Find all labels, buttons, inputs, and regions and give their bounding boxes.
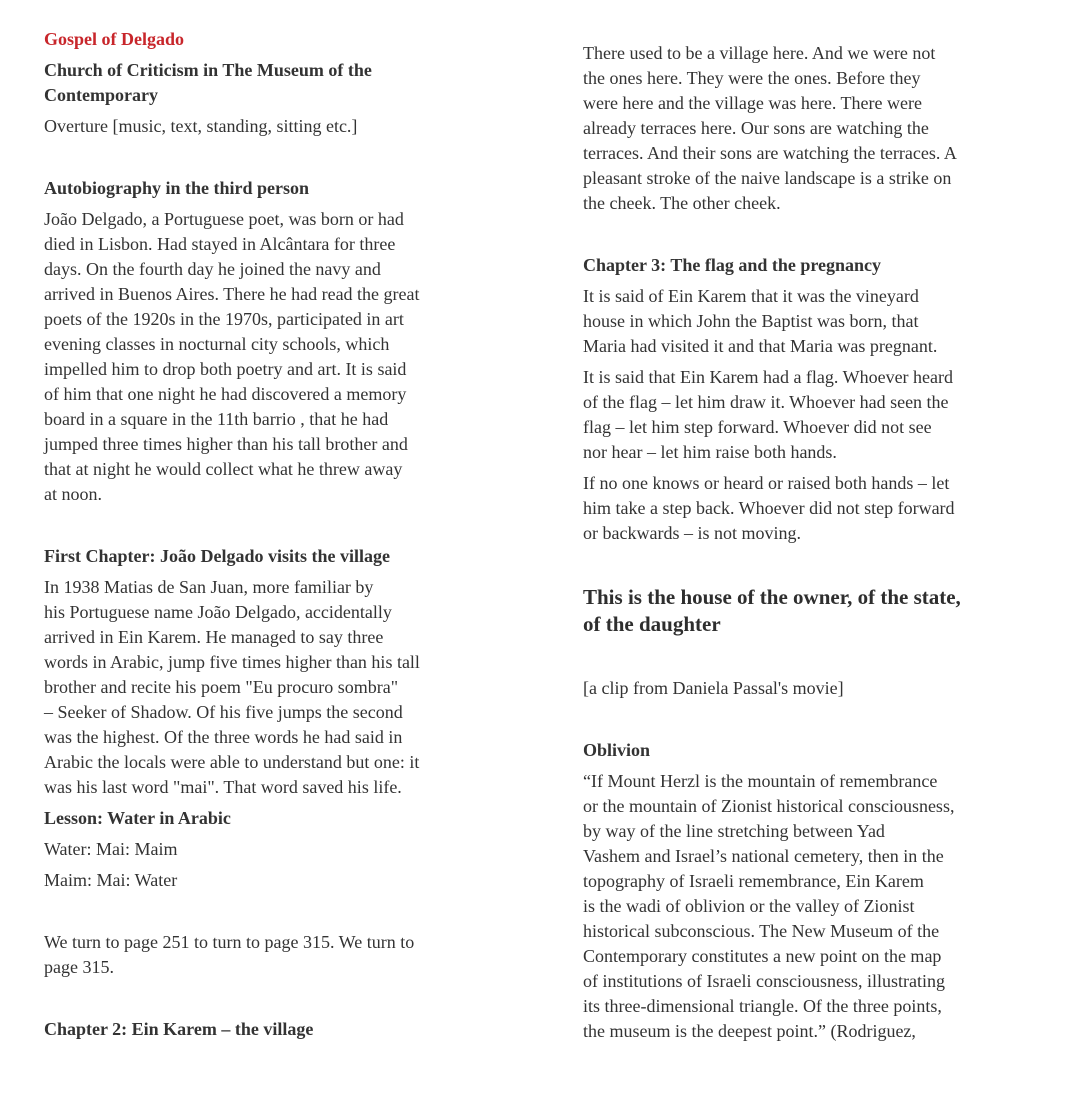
autobiography-heading: Autobiography in the third person	[44, 178, 310, 198]
chapter3-paragraph-1: It is said of Ein Karem that it was the vineyard house in which John the Baptist was born, that Maria had visited it and that Maria was pregnant.	[583, 286, 938, 356]
house-heading: This is the house of the owner, of the state, of the daughter	[583, 585, 961, 636]
lesson-line-1: Water: Mai: Maim	[44, 839, 178, 859]
chapter3-paragraph-2: It is said that Ein Karem had a flag. Whoever heard of the flag – let him draw it. Whoever had seen the flag – let him step forward. Whoever did not see nor hear – let him raise both hands.	[583, 367, 954, 462]
document-title: Gospel of Delgado	[44, 29, 185, 49]
page-turn-text: We turn to page 251 to turn to page 315. We turn to page 315.	[44, 932, 415, 977]
right-column	[583, 41, 1033, 1044]
clip-note: [a clip from Daniela Passal's movie]	[583, 678, 844, 698]
village-text: There used to be a village here. And we were not the ones here. They were the ones. Before they were here and the village was here. There were already terraces here. Our sons are watching the terraces. And their sons are watching the terraces. A pleasant stroke of the naive landscape is a strike on the cheek. The other cheek.	[583, 43, 957, 213]
chapter3-heading: Chapter 3: The flag and the pregnancy	[583, 255, 882, 275]
left-column	[44, 27, 504, 1042]
chapter2-heading: Chapter 2: Ein Karem – the village	[44, 1019, 314, 1039]
oblivion-heading: Oblivion	[583, 740, 651, 760]
autobiography-text: João Delgado, a Portuguese poet, was born or had died in Lisbon. Had stayed in Alcântara for three days. On the fourth day he joined the navy and arrived in Buenos Aires. There he had read the great poets of the 1920s in the 1970s, participated in art evening classes in nocturnal city schools, which impelled him to drop both poetry and art. It is said of him that one night he had discovered a memory board in a square in the 11th barrio , that he had jumped three times higher than his tall brother and that at night he would collect what he threw away at noon.	[44, 209, 420, 504]
chapter1-heading: First Chapter: João Delgado visits the village	[44, 546, 390, 566]
oblivion-text: “If Mount Herzl is the mountain of remembrance or the mountain of Zionist historical consciousness, by way of the line stretching between Yad Vashem and Israel’s national cemetery, then in the topography of Israeli remembrance, Ein Karem is the wadi of oblivion or the valley of Zionist historical subconscious. The New Museum of the Contemporary constitutes a new point on the map of institutions of Israeli consciousness, illustrating its three-dimensional triangle. Of the three points, the museum is the deepest point.” (Rodriguez,	[583, 771, 955, 1041]
document-subtitle: Church of Criticism in The Museum of the Contemporary	[44, 60, 372, 105]
overture-line: Overture [music, text, standing, sitting etc.]	[44, 116, 358, 136]
lesson-line-2: Maim: Mai: Water	[44, 870, 178, 890]
lesson-heading: Lesson: Water in Arabic	[44, 808, 231, 828]
chapter1-text: In 1938 Matias de San Juan, more familiar by his Portuguese name João Delgado, accidentally arrived in Ein Karem. He managed to say three words in Arabic, jump five times higher than his tall brother and recite his poem "Eu procuro sombra" – Seeker of Shadow. Of his five jumps the second was the highest. Of the three words he had said in Arabic the locals were able to understand but one: it was his last word "mai". That word saved his life.	[44, 577, 420, 797]
chapter3-paragraph-3: If no one knows or heard or raised both hands – let him take a step back. Whoever did not step forward or backwards – is not moving.	[583, 473, 955, 543]
